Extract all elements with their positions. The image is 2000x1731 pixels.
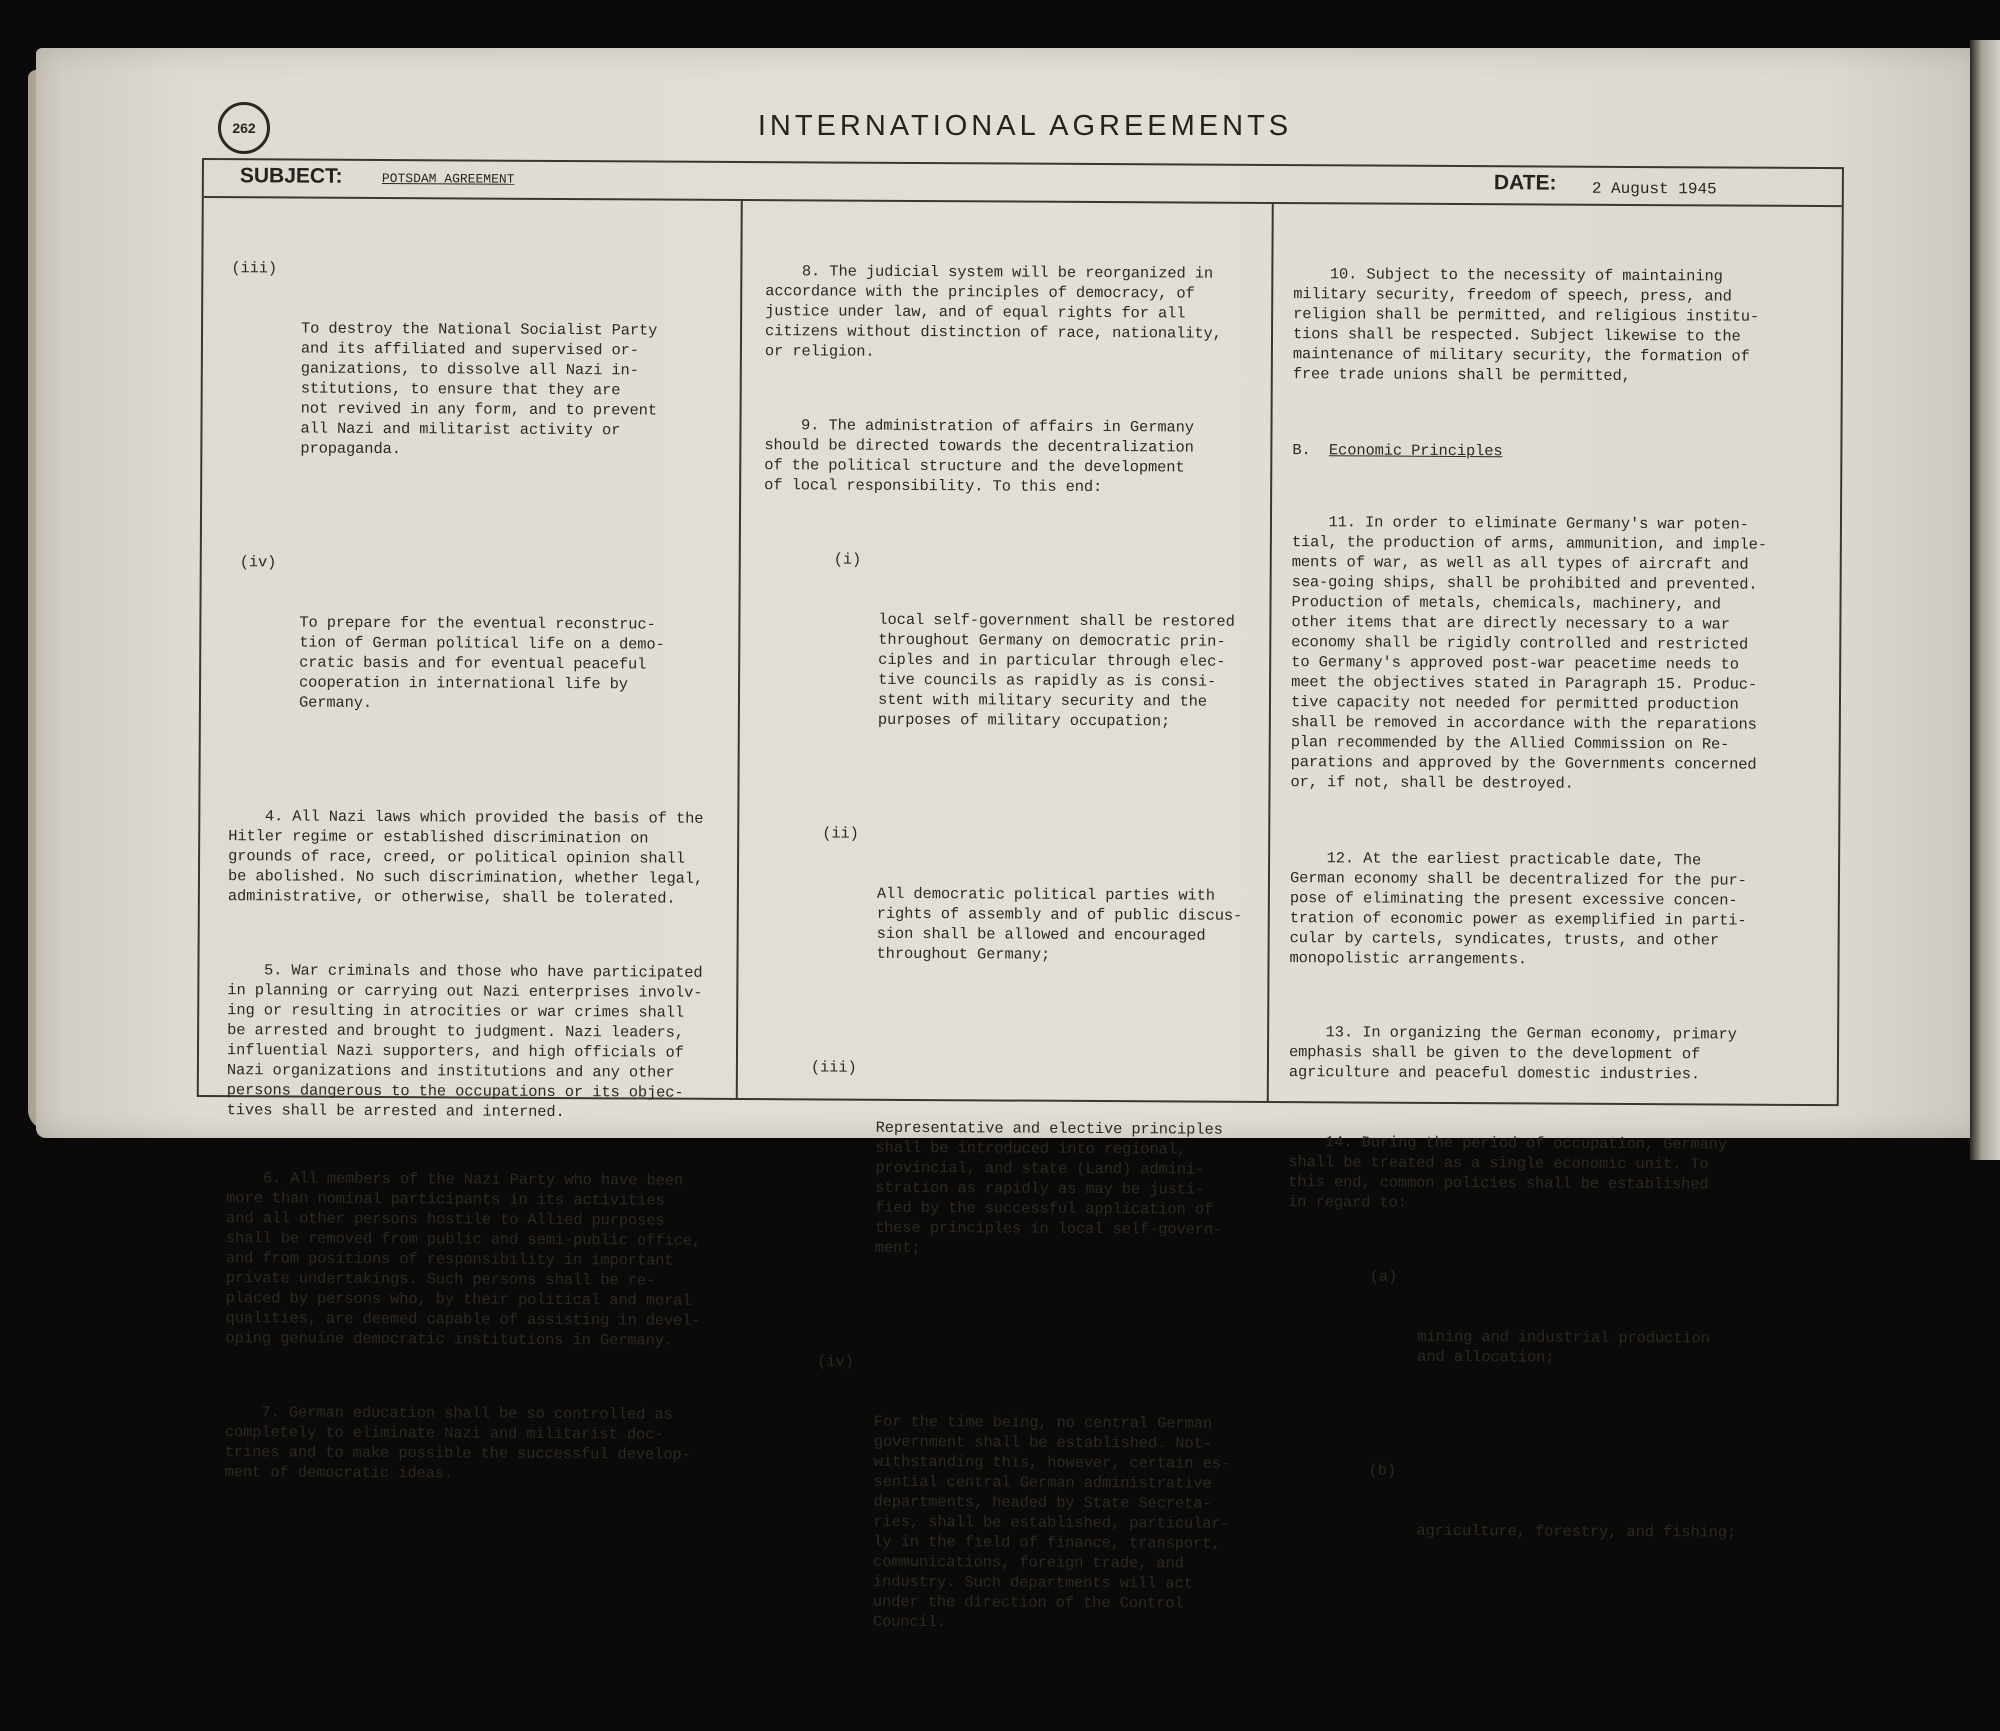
paragraph-6: 6. All members of the Nazi Party who have been more than nominal participants in its activities and all other persons hostile to Allied purposes shall be removed from public and semi-public office, and from positions of responsibility in important private undertakings. Such persons shall be re- placed by persons who, by their political and moral qualities, are deemed capable of assisting in devel- oping genuine democratic institutions in Germany. [225, 1169, 702, 1350]
item-number: (iv) [239, 553, 277, 572]
item-number: (a) [1369, 1267, 1398, 1286]
page-title: INTERNATIONAL AGREEMENTS [757, 110, 1293, 142]
column-2 [757, 221, 1265, 1728]
section-b-heading [1292, 440, 1832, 463]
item-text: To prepare for the eventual reconstruc- tion of German political life on a demo- cratic basis and for eventual peaceful cooperation in international life by Germany. [298, 613, 665, 712]
paragraph-11: 11. In order to eliminate Germany's war poten- tial, the production of arms, ammunition, and imple- ments of war, as well as all types of aircraft and sea-going ships, shall be prohibited and prevented. Production of metals, chemicals, machinery, and other items that are directly necessary to a war economy shall be rigidly controlled and restricted to Germany's approved post-war peacetime needs to meet the objectives stated in Paragraph 15. Produc- tive capacity not needed for permitted production shall be removed in accordance with the reparations plan recommended by the Allied Commission on Re- parations and approved by the Governments concerned or, if not, shall be destroyed. [1290, 513, 1767, 793]
paragraph-9: 9. The administration of affairs in Germany should be directed towards the decentralization of the political structure and the development of local responsibility. To this end: [764, 416, 1194, 497]
column-3 [1286, 224, 1834, 1637]
item-text: All democratic political parties with rights of assembly and of public discus- sion shall be allowed and encouraged throughout Germany; [876, 884, 1243, 964]
item-text: To destroy the National Socialist Party and its affiliated and supervised or- ganizations, to dissolve all Nazi in- stitutions, to ensure that they are not revived in any form, and to prevent all Nazi and militarist activity or propaganda. [300, 319, 658, 459]
item-b [1368, 1461, 1827, 1583]
item-text: Representative and elective principles shall be introduced into regional, provincial, and state (Land) admini- stration as rapidly as may be justi- fied by the successful application of these principles in local self-govern- ment; [874, 1118, 1223, 1258]
paragraph-12: 12. At the earliest practicable date, The German economy shall be decentralized for the pur- pose of eliminating the present excessive concen- tration of economic power as exemplified in parti- cular by cartels, syndicates, trusts, and other monopolistic arrangements. [1289, 849, 1747, 969]
item-ii [822, 824, 1262, 1006]
column-1 [224, 218, 736, 1539]
item-text: agriculture, forestry, and fishing; [1416, 1521, 1737, 1542]
item-iii [810, 1058, 1261, 1300]
item-number: (i) [833, 550, 862, 569]
item-iv [239, 553, 735, 755]
date-value: 2 August 1945 [1591, 179, 1717, 199]
paragraph-8: 8. The judicial system will be reorganized in accordance with the principles of democracy, of justice under law, and of equal rights for all citizens without distinction of race, nationality, or religion. [764, 262, 1222, 361]
item-i [833, 550, 1264, 772]
paragraph-5: 5. War criminals and those who have participated in planning or carrying out Nazi enterprises involv- ing or resulting in atrocities or war crimes shall be arrested and brought to judgment. Nazi leaders, influential Nazi supporters, and high officials of Nazi organizations and institutions and any other persons dangerous to the occupations or its objec- tives shall be arrested and interned. [226, 961, 703, 1122]
item-text: local self-government shall be restored throughout Germany on democratic prin- ciples and in particular through elec- tive councils as rapidly as is consi- stent with military security and the purposes of military occupation; [877, 610, 1235, 731]
date-label: DATE: [1493, 171, 1557, 195]
item-number: (iii) [810, 1058, 857, 1077]
subject-row [204, 160, 1842, 207]
item-number: (iv) [817, 1352, 854, 1371]
subject-value: POTSDAM AGREEMENT [381, 171, 515, 187]
subject-label: SUBJECT: [239, 164, 343, 188]
paragraph-14: 14. During the period of occupation, Germany shall be treated as a single economic unit. To this end, common policies shall be established in regard to: [1288, 1133, 1728, 1212]
column-divider-1 [736, 199, 743, 1098]
section-b-letter: B. [1292, 441, 1311, 460]
item-iii [231, 259, 736, 501]
column-divider-2 [1267, 202, 1274, 1101]
paragraph-10: 10. Subject to the necessity of maintaining military security, freedom of speech, press, and religion shall be permitted, and religious institu- tions shall be respected. Subject likewise to the maintenance of military security, the formation of free trade unions shall be permitted, [1292, 265, 1760, 385]
item-number: (iii) [231, 259, 278, 278]
item-text: mining and industrial production and allocation; [1417, 1327, 1710, 1367]
item-iv [817, 1352, 1260, 1674]
page-curl [1970, 40, 2000, 1160]
item-number: (b) [1368, 1461, 1397, 1480]
paragraph-4: 4. All Nazi laws which provided the basis of the Hitler regime or established discrimination on grounds of race, creed, or political opinion shall be abolished. No such discrimination, whether legal, administrative, or otherwise, shall be tolerated. [227, 807, 704, 908]
paragraph-7: 7. German education shall be so controlled as completely to eliminate Nazi and militarist doc- trines and to make possible the successful develop- ment of democratic ideas. [224, 1403, 691, 1483]
item-number: (ii) [822, 824, 859, 843]
item-a [1369, 1267, 1828, 1409]
section-b-title: Economic Principles [1328, 441, 1503, 461]
page-number: 262 [218, 102, 270, 154]
item-text: For the time being, no central German government shall be established. Not- withstanding this, however, certain es- sential central German administrative departments, headed by State Secreta- ries, shall be established, particular- ly in the field of finance, transport, communications, foreign trade, and industry. Such departments will act under the direction of the Control Council. [872, 1412, 1231, 1632]
paragraph-13: 13. In organizing the German economy, primary emphasis shall be given to the development of agriculture and peaceful domestic industries. [1288, 1023, 1737, 1084]
agreement-frame [197, 158, 1844, 1632]
